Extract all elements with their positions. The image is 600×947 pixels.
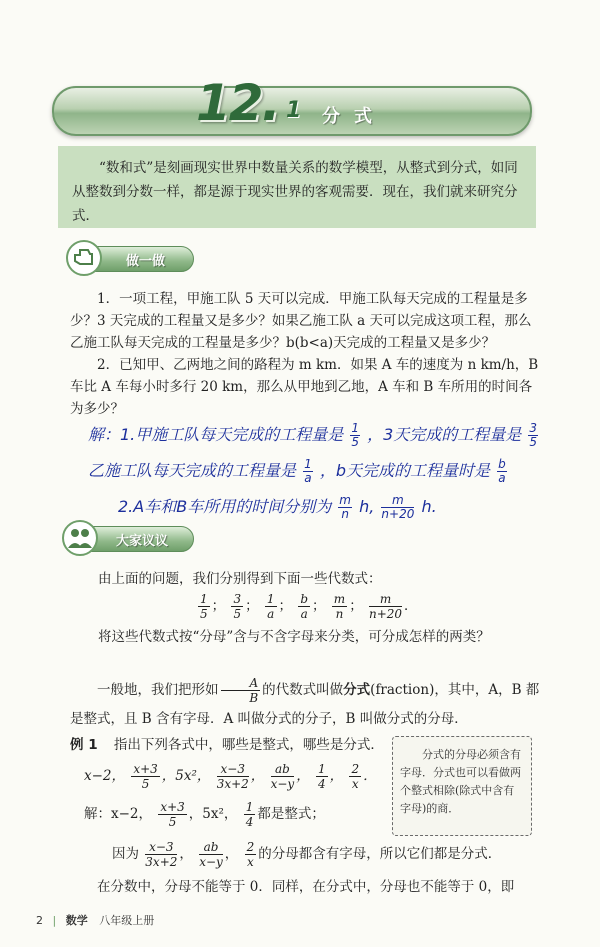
hand-frac-b-a (497, 458, 507, 485)
frac-num: x−3 (217, 762, 249, 777)
example-heading (70, 734, 384, 756)
frac-num: x+3 (160, 800, 185, 814)
section-title: 分式 (322, 106, 386, 127)
hand-frac-3-5 (528, 422, 538, 449)
frac-num: ab (199, 840, 223, 855)
side-note-text: 分式的分母必须含有字母．分式也可以看做两个整式相除(除式中含有字母)的商． (400, 748, 521, 815)
handwritten-line-2 (88, 458, 588, 485)
expr-frac (244, 800, 256, 829)
frac-num: ab (271, 762, 295, 777)
expr-frac (131, 762, 159, 791)
frac-den: 3x+2 (216, 777, 249, 791)
frac-den: 5 (141, 777, 150, 791)
frac-den: n (335, 607, 344, 621)
section-number: 12. (196, 74, 279, 132)
expr-frac (316, 762, 328, 791)
def-frac (221, 676, 261, 705)
hand-text: ，b天完成的工程量时是 (319, 461, 491, 480)
example-list: x−2， $\frac{x+3}{5}$ ，5x²， $\frac{x-3}{3x+2}$ ， $\frac{ab}{x-y}$ ， $\frac{1}{4}$ ， $\frac{2}{x}$ ． (84, 762, 377, 791)
expr-frac (145, 840, 177, 869)
frac-den: B (249, 691, 259, 705)
frac-num: m (333, 592, 346, 606)
frac-num: x+3 (133, 762, 158, 776)
expr-frac (349, 762, 361, 791)
solution-text: ，5x²， (188, 806, 238, 822)
subject-name: 数学 (65, 914, 88, 927)
frac-num: b (498, 457, 506, 471)
hand-text: h. (421, 497, 437, 516)
page-footer: 2 | 数学 八年级上册 (36, 914, 155, 927)
hand-icon (66, 240, 102, 276)
example-label: 例 1 (70, 737, 98, 753)
expr-frac (298, 592, 310, 621)
frac-num: 1 (200, 592, 208, 606)
solution-text: 因为 (112, 846, 139, 862)
def-text: 一般地，我们把形如 (97, 682, 219, 698)
hand-frac-1-a (303, 458, 313, 485)
frac-num: 1 (245, 800, 254, 814)
frac-den: 5 (233, 607, 242, 621)
discuss-label: 大家议议 (116, 534, 169, 549)
frac-den: x−y (199, 855, 223, 869)
frac-num: 3 (233, 592, 242, 606)
problem-1: 1．一项工程，甲施工队 5 天可以完成．甲施工队每天完成的工程量是多少？3 天完成的工程量又是多少？如果乙施工队 a 天可以完成这项工程，那么乙施工队每天完成的工程量是多少？b(b<a)天完成的工程量又是多少？ (70, 291, 532, 351)
frac-den: 5 (529, 435, 538, 449)
expr-frac (199, 840, 223, 869)
frac-num: m (339, 493, 351, 507)
expr-frac (265, 592, 277, 621)
handwritten-line-3 (118, 494, 588, 521)
frac-num: 1 (304, 457, 312, 471)
expr-frac (369, 592, 402, 621)
frac-num: 3 (529, 421, 538, 435)
frac-den: n (341, 507, 349, 521)
solution-text: 的分母都含有字母，所以它们都是分式． (258, 846, 502, 862)
frac-den: 3x+2 (145, 855, 178, 869)
frac-num: m (369, 592, 402, 607)
frac-num: 2 (246, 840, 255, 854)
expr-frac (217, 762, 249, 791)
expression-list: $\frac{1}{5}$ ； $\frac{3}{5}$ ； $\frac{1}{a}$ ； $\frac{b}{a}$ ； $\frac{m}{n}$ ； $\frac{m}{n+20}$ ． (200, 592, 418, 621)
frac-den: a (267, 607, 275, 621)
expr-text: ，5x²， (161, 768, 211, 784)
frac-num: 1 (318, 762, 326, 776)
solution-1 (84, 800, 325, 829)
solution-2: 因为 $\frac{x-3}{3x+2}$ ， $\frac{ab}{x-y}$ ， $\frac{2}{x}$ 的分母都含有字母，所以它们都是分式． (112, 840, 502, 869)
handwritten-line-1 (88, 422, 588, 449)
frac-num: b (300, 592, 308, 606)
closing-paragraph: 在分数中，分母不能等于 0．同样，在分式中，分母也不能等于 0，即 (97, 879, 515, 895)
frac-num: 2 (351, 762, 360, 776)
expr-frac (245, 840, 257, 869)
intro-text: “数和式”是刻画现实世界中数量关系的数学模型，从整式到分式，如同从整数到分数一样，都是源于现实世界的客观需要．现在，我们就来研究分式． (72, 160, 518, 224)
example-text: 指出下列各式中，哪些是整式，哪些是分式． (113, 737, 384, 753)
hand-frac-m-n (338, 494, 352, 521)
problem-2: 2．已知甲、乙两地之间的路程为 m km．如果 A 车的速度为 n km/h，B 车比 A 车每小时多行 20 km，那么从甲地到乙地，A 车和 B 车所用的时间各为多少？ (70, 357, 539, 417)
def-text: (fraction)，其中，A，B 都是整式，且 B 含有字母．A 叫做分式的分子，B 叫做分式的分母． (70, 682, 540, 727)
def-text: 的代数式叫做 (262, 682, 344, 698)
discuss-question: 将这些代数式按“分母”含与不含字母来分类，可分成怎样的两类？ (98, 629, 490, 645)
frac-den: a (304, 471, 312, 485)
def-term: 分式 (343, 682, 371, 698)
definition (70, 676, 540, 733)
frac-den: 5 (168, 815, 177, 829)
hand-text: ，3天完成的工程量是 (367, 425, 522, 444)
hand-text: h, (359, 497, 375, 516)
expr-frac (332, 592, 347, 621)
section-subnumber: 1 (286, 98, 302, 123)
people-icon (62, 520, 98, 556)
frac-den: 4 (318, 777, 326, 791)
frac-den: x−y (270, 777, 295, 791)
expr-frac (158, 800, 186, 829)
hand-frac-m-n20 (381, 494, 414, 521)
expr-text: x−2， (84, 768, 126, 784)
frac-den: 5 (351, 435, 360, 449)
frac-den: n+20 (381, 507, 415, 521)
hand-text: 乙施工队每天完成的工程量是 (88, 461, 297, 480)
frac-den: 4 (245, 815, 254, 829)
frac-den: x (351, 777, 359, 791)
expr-frac (231, 592, 243, 621)
expr-frac (271, 762, 295, 791)
hand-text: 2.A车和B车所用的时间分别为 (118, 497, 332, 516)
frac-num: 1 (351, 421, 360, 435)
frac-den: x (247, 855, 254, 869)
hand-text: 解：1.甲施工队每天完成的工程量是 (88, 425, 344, 444)
solution-text: 解：x−2， (84, 806, 153, 822)
frac-den: n+20 (368, 607, 403, 621)
frac-den: 5 (200, 607, 208, 621)
frac-den: a (300, 607, 308, 621)
discuss-intro: 由上面的问题，我们分别得到下面一些代数式： (98, 571, 382, 587)
expr-frac (198, 592, 210, 621)
frac-num: x−3 (145, 840, 177, 855)
do-it-label: 做一做 (126, 254, 166, 269)
hand-frac-1-5 (350, 422, 360, 449)
solution-text: 都是整式； (257, 806, 325, 822)
frac-den: a (498, 471, 506, 485)
page-number: 2 (36, 914, 43, 927)
frac-num: m (381, 494, 414, 508)
frac-num: 1 (266, 592, 275, 606)
frac-num: A (221, 676, 261, 691)
book-name: 八年级上册 (99, 914, 155, 927)
